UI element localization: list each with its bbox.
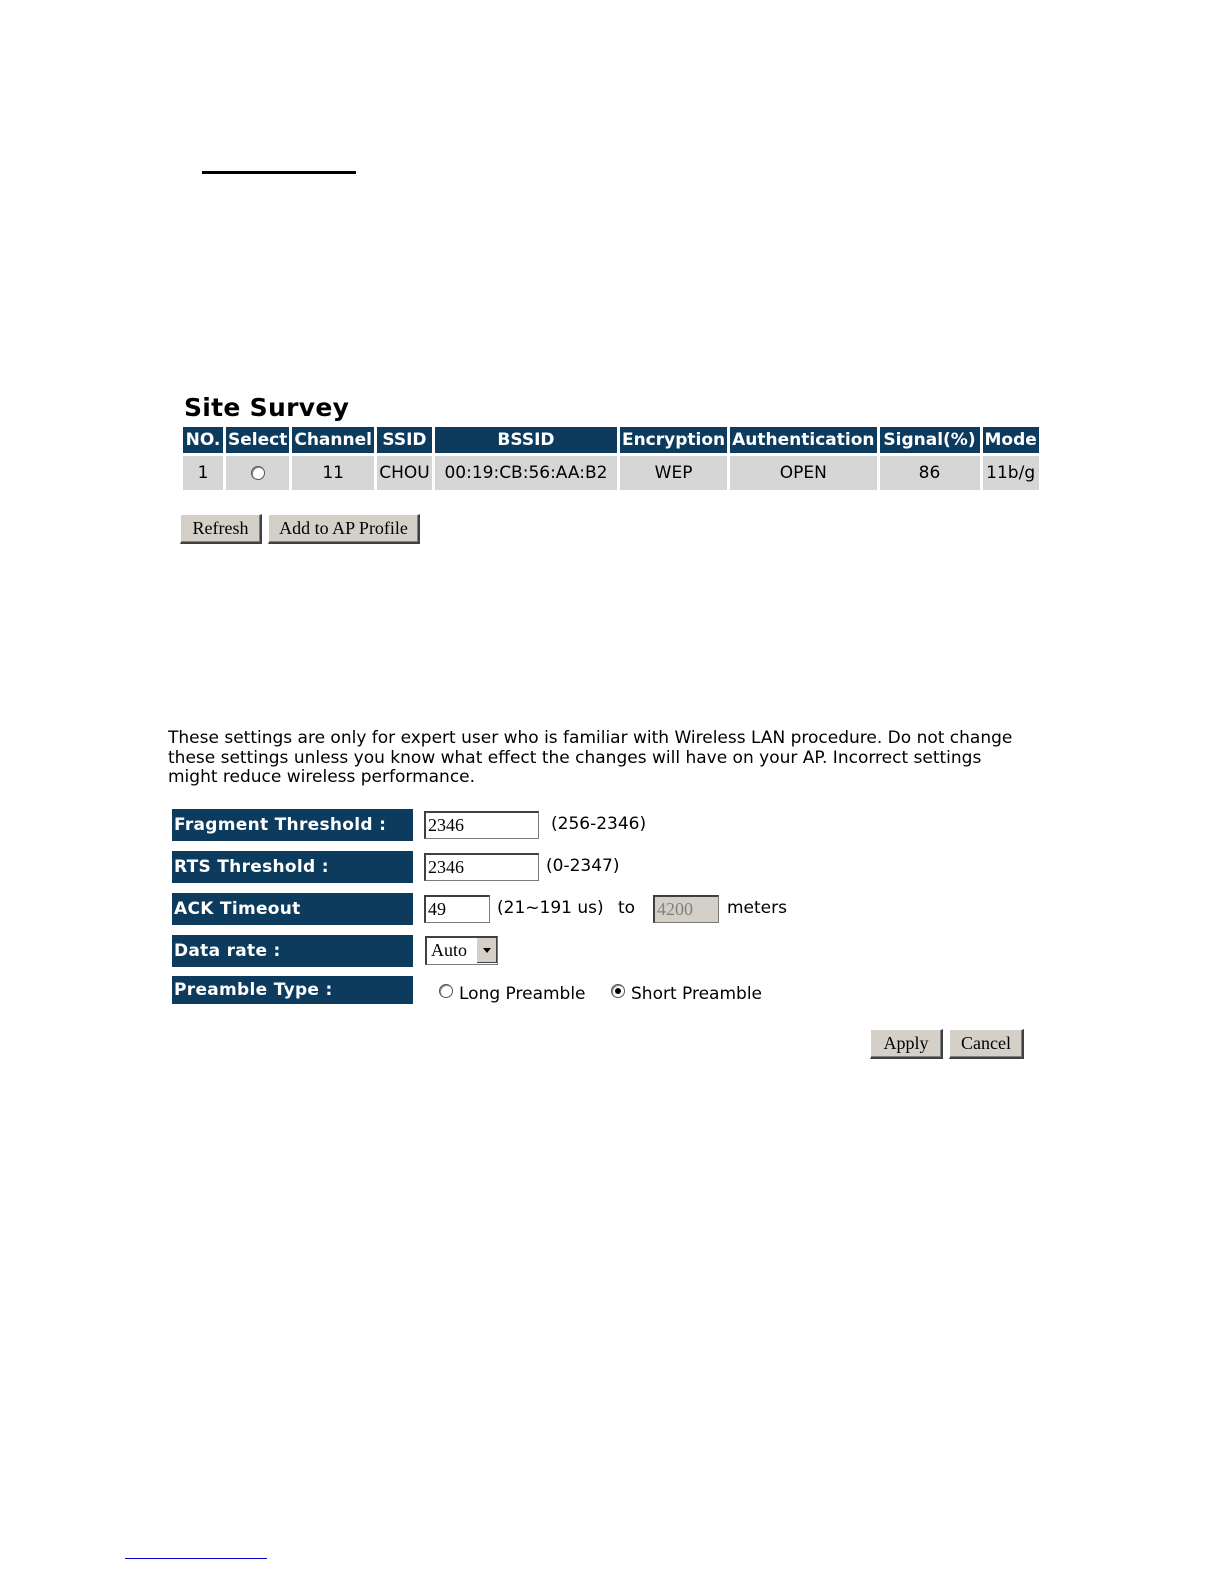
cell-encryption: WEP xyxy=(620,453,727,490)
data-rate-select[interactable] xyxy=(425,936,498,965)
col-authentication: Authentication xyxy=(730,427,876,453)
col-encryption: Encryption xyxy=(620,427,727,453)
data-rate-value: Auto xyxy=(431,940,467,960)
cell-channel: 11 xyxy=(292,453,374,490)
table-header-row xyxy=(183,427,1039,453)
ack-timeout-to: to xyxy=(618,898,636,918)
col-signal: Signal(%) xyxy=(880,427,980,453)
site-survey-title: Site Survey xyxy=(184,393,350,422)
add-to-ap-profile-button[interactable]: Add to AP Profile xyxy=(268,514,420,544)
cell-bssid: 00:19:CB:56:AA:B2 xyxy=(435,453,617,490)
site-survey-table xyxy=(180,427,1042,490)
refresh-button[interactable]: Refresh xyxy=(180,514,262,544)
fragment-threshold-label: Fragment Threshold : xyxy=(172,809,413,841)
long-preamble-label: Long Preamble xyxy=(459,984,586,1004)
ack-timeout-label: ACK Timeout xyxy=(172,893,413,925)
col-ssid: SSID xyxy=(377,427,432,453)
ack-timeout-range: (21~191 us) xyxy=(497,898,604,918)
short-preamble-label: Short Preamble xyxy=(631,984,763,1004)
fragment-threshold-range: (256-2346) xyxy=(551,814,647,834)
expert-warning-text: These settings are only for expert user who is familiar with Wireless LAN procedure. Do not change these settings unless you know what effect the changes will have on your AP. Incorrect settings might reduce wireless performance. xyxy=(168,728,1013,787)
cell-mode: 11b/g xyxy=(983,453,1039,490)
col-bssid: BSSID xyxy=(435,427,617,453)
cell-select xyxy=(226,453,289,490)
apply-button[interactable]: Apply xyxy=(870,1029,943,1059)
chevron-down-icon[interactable] xyxy=(476,938,497,963)
rts-threshold-label: RTS Threshold : xyxy=(172,851,413,883)
bottom-link-rule xyxy=(125,1558,267,1559)
table-row xyxy=(183,453,1039,490)
select-radio[interactable] xyxy=(251,466,265,480)
cell-signal: 86 xyxy=(880,453,980,490)
top-rule xyxy=(202,171,356,174)
fragment-threshold-input[interactable]: 2346 xyxy=(424,811,539,839)
preamble-type-label: Preamble Type : xyxy=(172,976,413,1004)
short-preamble-radio[interactable] xyxy=(611,984,625,998)
rts-threshold-range: (0-2347) xyxy=(546,856,620,876)
cell-no: 1 xyxy=(183,453,223,490)
cancel-button[interactable]: Cancel xyxy=(949,1029,1024,1059)
col-select: Select xyxy=(226,427,289,453)
long-preamble-radio[interactable] xyxy=(439,984,453,998)
rts-threshold-input[interactable]: 2346 xyxy=(424,853,539,881)
cell-ssid: CHOU xyxy=(377,453,432,490)
ack-meters-input: 4200 xyxy=(653,895,719,923)
col-mode: Mode xyxy=(983,427,1039,453)
col-channel: Channel xyxy=(292,427,374,453)
ack-timeout-input[interactable]: 49 xyxy=(424,895,490,923)
col-no: NO. xyxy=(183,427,223,453)
ack-meters-unit: meters xyxy=(727,898,787,918)
data-rate-label: Data rate : xyxy=(172,935,413,967)
cell-authentication: OPEN xyxy=(730,453,876,490)
